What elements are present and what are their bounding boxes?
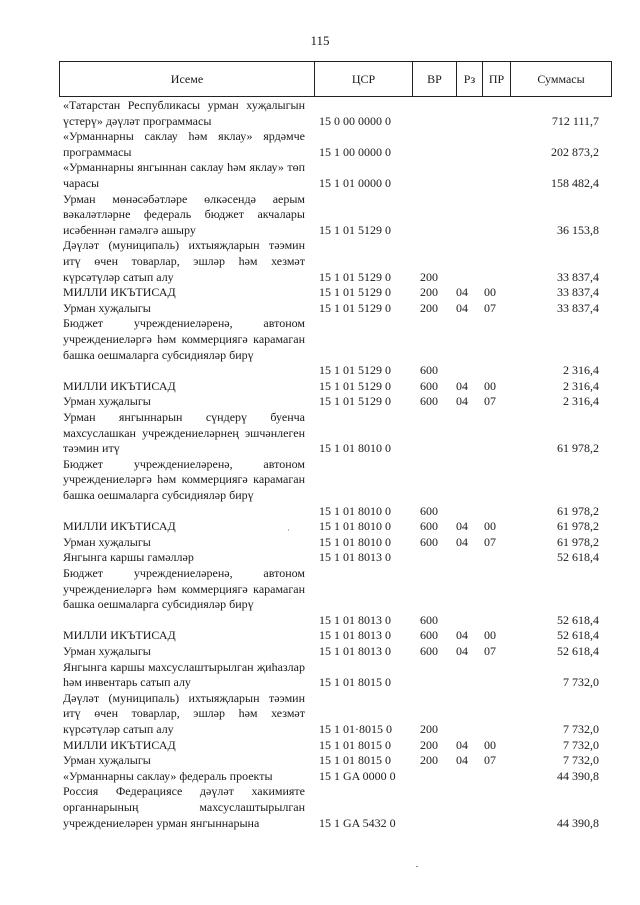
row-vr: 600 (420, 628, 438, 643)
row-name: Дәүләт (муниципаль) ихтыяҗларын тәэмин итү өчен товарлар, эшләр һәм хезмәт күрсәтүләр сатып алу (63, 238, 305, 284)
table-row (0, 660, 640, 691)
row-sum: 44 390,8 (557, 768, 599, 783)
row-vr: 600 (420, 363, 438, 378)
row-csr: 15 1 01 8013 0 (319, 550, 391, 565)
header-vr: ВР (412, 62, 456, 96)
row-pr: 07 (484, 534, 496, 549)
row-vr: 600 (420, 503, 438, 518)
row-rz: 04 (456, 753, 468, 768)
row-rz: 04 (456, 300, 468, 315)
row-name: Янгынга каршы махсуслаштырылган җиһазлар һәм инвентарь сатып алу (63, 659, 305, 690)
row-rz: 04 (456, 519, 468, 534)
scan-dot (416, 866, 418, 867)
row-csr: 15 1 01 5129 0 (319, 363, 391, 378)
table-row (0, 769, 640, 785)
row-sum: 52 618,4 (557, 628, 599, 643)
row-vr: 600 (420, 644, 438, 658)
row-sum: 61 978,2 (557, 534, 599, 549)
table-row (0, 457, 640, 519)
row-sum: 2 316,4 (563, 363, 599, 378)
row-name: Урман хуҗалыгы (63, 534, 151, 549)
row-rz: 04 (456, 628, 468, 643)
row-csr: 15 1 01 8010 0 (319, 503, 391, 518)
row-sum: 158 482,4 (551, 175, 599, 190)
row-vr: 200 (420, 721, 438, 736)
row-sum: 52 618,4 (557, 612, 599, 627)
row-vr: 200 (420, 269, 438, 284)
row-name: Урман хуҗалыгы (63, 300, 151, 315)
page-number: 115 (310, 33, 330, 48)
row-vr: 600 (420, 534, 438, 549)
row-csr: 15 1 01 5129 0 (319, 300, 391, 315)
row-sum: 33 837,4 (557, 285, 599, 300)
row-sum: 61 978,2 (557, 441, 599, 456)
row-vr: 600 (420, 378, 438, 393)
table-row (0, 160, 640, 191)
row-pr: 07 (484, 394, 496, 409)
row-pr: 00 (484, 737, 496, 752)
row-csr: 15 1 GA 0000 0 (319, 768, 396, 783)
row-sum: 52 618,4 (557, 550, 599, 565)
row-sum: 712 111,7 (551, 113, 599, 128)
row-vr: 200 (420, 737, 438, 752)
row-sum: 2 316,4 (563, 394, 599, 409)
header-rz: Рз (456, 62, 482, 96)
row-name: МИЛЛИ ИКЪТИСАД (63, 519, 176, 534)
row-rz: 04 (456, 394, 468, 409)
row-name: «Татарстан Республикасы урман хуҗалыгын үстерү» дәүләт программасы (63, 98, 305, 128)
row-name: МИЛЛИ ИКЪТИСАД (63, 737, 176, 752)
row-sum: 7 732,0 (563, 721, 599, 736)
row-name: Янгынга каршы гамәлләр (63, 550, 194, 565)
row-name: Урман хуҗалыгы (63, 753, 151, 768)
row-name: Урман мөнәсәбәтләре өлкәсендә аерым вәкаләтләрне федераль бюджет акчалары исәбеннән гамәлгә ашыру (63, 191, 305, 237)
row-csr: 15 1 01 0000 0 (319, 175, 391, 190)
table-row (0, 285, 640, 301)
row-name: МИЛЛИ ИКЪТИСАД (63, 628, 176, 643)
row-pr: 00 (484, 378, 496, 393)
row-csr: 15 1 01 8015 0 (319, 753, 391, 768)
row-name: Бюджет учреждениеләренә, автоном учреждениеләргә һәм коммерциягә карамаган башка оешмаларга субсидияләр бирү (63, 566, 305, 612)
row-rz: 04 (456, 534, 468, 549)
table-row (0, 394, 640, 410)
row-name: «Урманнарны янгыннан саклау һәм яклау» төп чарасы (63, 160, 305, 190)
row-rz: 04 (456, 737, 468, 752)
row-name: Бюджет учреждениеләренә, автоном учреждениеләргә һәм коммерциягә карамаган башка оешмаларга субсидияләр бирү (63, 456, 305, 502)
table-row (0, 98, 640, 129)
row-sum: 61 978,2 (557, 503, 599, 518)
row-sum: 7 732,0 (563, 753, 599, 768)
table-row (0, 550, 640, 566)
row-csr: 15 1 01 8013 0 (319, 644, 391, 658)
row-name: Урман хуҗалыгы (63, 394, 151, 409)
table-row (0, 566, 640, 628)
table-row (0, 301, 640, 317)
row-name: «Урманнарны саклау һәм яклау» ярдәмче программасы (63, 129, 305, 159)
row-csr: 15 1 01 8013 0 (319, 628, 391, 643)
table-row (0, 753, 640, 769)
row-vr: 600 (420, 519, 438, 534)
header-pr: ПР (482, 62, 510, 96)
scan-mark: · (287, 525, 290, 535)
row-csr: 15 0 00 0000 0 (319, 113, 391, 128)
row-vr: 200 (420, 300, 438, 315)
table-row (0, 628, 640, 644)
row-vr: 600 (420, 394, 438, 409)
row-sum: 61 978,2 (557, 519, 599, 534)
row-csr: 15 1 01 8010 0 (319, 519, 391, 534)
table-row (0, 535, 640, 551)
row-csr: 15 1 01 5129 0 (319, 394, 391, 409)
table-row (0, 410, 640, 457)
table-row (0, 644, 640, 660)
header-sum: Суммасы (510, 62, 611, 96)
row-sum: 7 732,0 (563, 737, 599, 752)
row-csr: 15 1 01 5129 0 (319, 378, 391, 393)
table-row (0, 519, 640, 535)
row-pr: 07 (484, 644, 496, 658)
row-sum: 2 316,4 (563, 378, 599, 393)
row-name: Бюджет учреждениеләренә, автоном учреждениеләргә һәм коммерциягә карамаган башка оешмаларга субсидияләр бирү (63, 316, 305, 362)
row-sum: 52 618,4 (557, 644, 599, 658)
table-row (0, 192, 640, 239)
row-csr: 15 1 GA 5432 0 (319, 815, 396, 830)
row-sum: 36 153,8 (557, 222, 599, 237)
row-csr: 15 1 00 0000 0 (319, 144, 391, 159)
row-pr: 00 (484, 628, 496, 643)
row-vr: 600 (420, 612, 438, 627)
row-csr: 15 1 01 8010 0 (319, 441, 391, 456)
row-sum: 7 732,0 (563, 675, 599, 690)
row-sum: 44 390,8 (557, 815, 599, 830)
table-row (0, 379, 640, 395)
row-name: Дәүләт (муниципаль) ихтыяҗларын тәэмин итү өчен товарлар, эшләр һәм хезмәт күрсәтүләр сатып алу (63, 690, 305, 736)
row-csr: 15 1 01 5129 0 (319, 285, 391, 300)
table-row (0, 784, 640, 831)
row-sum: 202 873,2 (551, 144, 599, 159)
row-csr: 15 1 01 8013 0 (319, 612, 391, 627)
row-name: МИЛЛИ ИКЪТИСАД (63, 378, 176, 393)
table-header (59, 61, 612, 97)
row-csr: 15 1 01 5129 0 (319, 269, 391, 284)
table-row (0, 129, 640, 160)
row-vr: 200 (420, 753, 438, 768)
table-row (0, 738, 640, 754)
table-row (0, 238, 640, 285)
table-row (0, 691, 640, 738)
row-csr: 15 1 01 8015 0 (319, 675, 391, 690)
row-sum: 33 837,4 (557, 269, 599, 284)
table-row (0, 316, 640, 378)
row-sum: 33 837,4 (557, 300, 599, 315)
row-name: МИЛЛИ ИКЪТИСАД (63, 285, 176, 300)
row-csr: 15 1 01 8015 0 (319, 737, 391, 752)
row-pr: 07 (484, 300, 496, 315)
row-pr: 00 (484, 519, 496, 534)
header-name: Исеме (170, 72, 204, 86)
row-rz: 04 (456, 378, 468, 393)
row-pr: 00 (484, 285, 496, 300)
row-name: Урман янгыннарын сүндерү буенча махсуслашкан учреждениеләрнең эшчәнлеген тәэмин итү (63, 410, 305, 456)
row-name: Урман хуҗалыгы (63, 644, 151, 658)
row-vr: 200 (420, 285, 438, 300)
header-csr: ЦСР (314, 62, 412, 96)
row-name: Россия Федерациясе дәүләт хакимияте органнарының махсуслаштырылган учреждениеләрен урман янгыннарына (63, 784, 305, 830)
row-name: «Урманнарны саклау» федераль проекты (63, 768, 273, 783)
row-rz: 04 (456, 285, 468, 300)
row-csr: 15 1 01·8015 0 (319, 721, 392, 736)
row-rz: 04 (456, 644, 468, 658)
row-csr: 15 1 01 8010 0 (319, 534, 391, 549)
row-csr: 15 1 01 5129 0 (319, 222, 391, 237)
row-pr: 07 (484, 753, 496, 768)
